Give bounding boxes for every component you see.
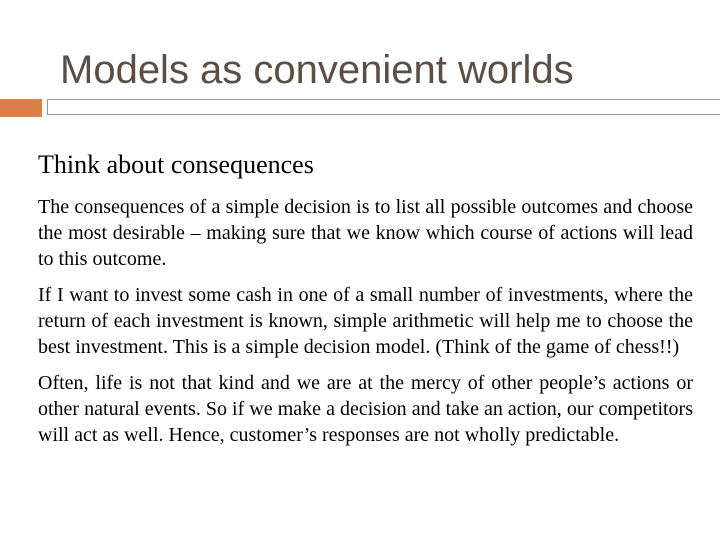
slide-body <box>38 146 693 458</box>
slide-title: Models as convenient worlds <box>60 48 574 92</box>
paragraph-investment: If I want to invest some cash in one of a small number of investments, where the return of each investment is known, simple arithmetic will help me to choose the best investment. This is a simple decision model. (Think of the game of chess!!) <box>38 284 693 358</box>
title-divider <box>47 99 720 115</box>
paragraph-consequences: The consequences of a simple decision is to list all possible outcomes and choose the most desirable – making sure that we know which course of actions will lead to this outcome. <box>38 196 693 270</box>
slide-subheading: Think about consequences <box>38 150 314 179</box>
paragraph-uncertainty: Often, life is not that kind and we are at the mercy of other people’s actions or other natural events. So if we make a decision and take an action, our competitors will act as well. Hence, customer’s responses are not wholly predictable. <box>38 372 693 446</box>
title-accent-bar <box>0 99 42 117</box>
